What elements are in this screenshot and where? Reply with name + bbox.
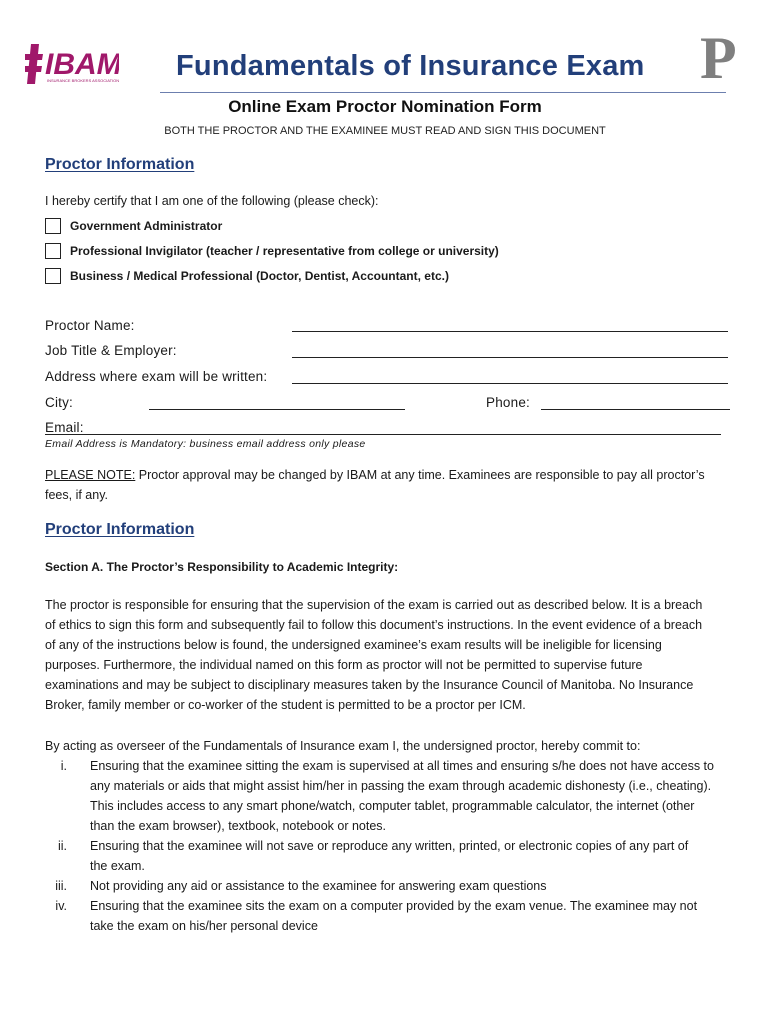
paragraph-line: examinations and may be subject to disciplinary measures taken by the Insurance Council of Manitoba. No Insurance [45, 678, 694, 692]
option-label: Government Administrator [70, 219, 223, 233]
section-a-title: Section A. The Proctor’s Responsibility to Academic Integrity: [45, 560, 399, 574]
email-field[interactable] [45, 434, 721, 435]
list-line: Not providing any aid or assistance to the examinee for answering exam questions [90, 879, 547, 893]
proctor-name-label: Proctor Name: [45, 318, 135, 333]
form-title: Online Exam Proctor Nomination Form [228, 97, 542, 116]
city-label: City: [45, 395, 73, 410]
list-line: This includes access to any smart phone/watch, computer tablet, programmable calculator, the internet (other [90, 799, 695, 813]
paragraph-line: The proctor is responsible for ensuring that the supervision of the exam is carried out as described below. It is a breach [45, 598, 703, 612]
email-note: Email Address is Mandatory: business email address only please [45, 438, 366, 450]
list-item [45, 756, 735, 836]
paragraph-line: of any of the instructions below is found, the undersigned examinee’s exam results will be ineligible for licensing [45, 638, 662, 652]
invigilator-checkbox[interactable] [45, 243, 61, 259]
option-row-business [45, 268, 449, 284]
list-number: iv. [55, 899, 67, 913]
job-title-label: Job Title & Employer: [45, 343, 177, 358]
list-line: any materials or aids that might assist him/her in passing the exam through academic dishonesty (i.e., cheating). [90, 779, 712, 793]
list-number: iii. [55, 879, 67, 893]
certify-text: I hereby certify that I am one of the following (please check): [45, 194, 379, 208]
please-note-text-2: fees, if any. [45, 488, 108, 502]
option-label: Professional Invigilator (teacher / representative from college or university) [70, 244, 499, 258]
responsibility-heading: Proctor Information [45, 521, 195, 538]
please-note-label: PLEASE NOTE: [45, 468, 136, 482]
business-professional-checkbox[interactable] [45, 268, 61, 284]
paragraph-line: of ethics to sign this form and subsequently fail to follow this document’s instructions. In the event evidence of a breach [45, 618, 703, 632]
document-title: Fundamentals of Insurance Exam [176, 50, 645, 82]
proctor-info-heading: Proctor Information [45, 156, 195, 173]
job-title-field[interactable] [292, 357, 728, 358]
option-label: Business / Medical Professional (Doctor, Dentist, Accountant, etc.) [70, 269, 449, 283]
proctor-name-field[interactable] [292, 331, 728, 332]
list-line: than the exam browser), textbook, notebook or notes. [90, 819, 387, 833]
list-line: Ensuring that the examinee sits the exam on a computer provided by the exam venue. The examinee may not [90, 899, 698, 913]
list-line: Ensuring that the examinee will not save or reproduce any written, printed, or electronic copies of any part of [90, 839, 689, 853]
paragraph-line: Broker, family member or co-worker of the student is permitted to be a proctor per ICM. [45, 698, 526, 712]
email-label: Email: [45, 420, 84, 435]
government-admin-checkbox[interactable] [45, 218, 61, 234]
sign-notice: BOTH THE PROCTOR AND THE EXAMINEE MUST READ AND SIGN THIS DOCUMENT [164, 125, 606, 137]
commitment-list [45, 756, 735, 936]
responsibility-paragraph [45, 595, 735, 715]
list-item [45, 836, 735, 876]
logo-subtext: INSURANCE BROKERS ASSOCIATION [47, 78, 119, 83]
list-item [45, 876, 735, 896]
corner-letter: P [700, 25, 737, 91]
list-line: take the exam on his/her personal device [90, 919, 318, 933]
option-row-government [45, 218, 222, 234]
address-field[interactable] [292, 383, 728, 384]
commitment-intro: By acting as overseer of the Fundamentals of Insurance exam I, the undersigned proctor, hereby commit to: [45, 739, 641, 753]
paragraph-line: purposes. Furthermore, the individual named on this form as proctor will not be permitted to supervise future [45, 658, 643, 672]
phone-label: Phone: [486, 395, 530, 410]
list-line: Ensuring that the examinee sitting the exam is supervised at all times and ensuring s/he does not have access to [90, 759, 714, 773]
list-number: ii. [57, 839, 67, 853]
list-line: the exam. [90, 859, 145, 873]
logo-text: IBAM [45, 48, 119, 81]
option-row-invigilator [45, 243, 499, 259]
please-note-text: Proctor approval may be changed by IBAM at any time. Examinees are responsible to pay all proctor’s [135, 468, 705, 482]
please-note [45, 465, 735, 505]
list-number: i. [60, 759, 67, 773]
title-divider [160, 92, 726, 93]
ibam-logo [25, 40, 119, 90]
address-label: Address where exam will be written: [45, 369, 268, 384]
list-item [45, 896, 735, 936]
phone-field[interactable] [541, 409, 730, 410]
city-field[interactable] [149, 409, 405, 410]
